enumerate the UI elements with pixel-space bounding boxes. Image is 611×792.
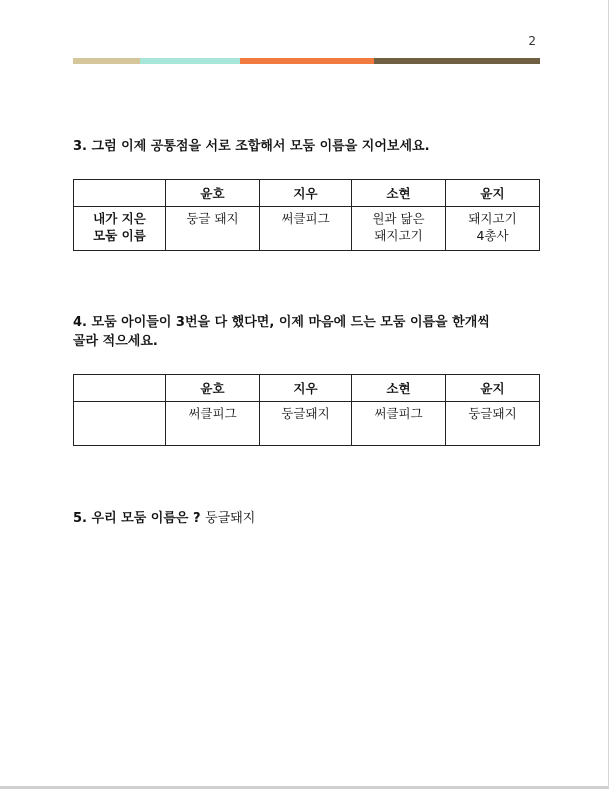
header-yunji: 윤지 (446, 180, 540, 207)
table-row (74, 207, 540, 251)
cell-yunho (166, 207, 260, 251)
cell-jiwoo (260, 207, 352, 251)
header-empty (74, 180, 166, 207)
header-empty (74, 375, 166, 402)
header-sohyun: 소현 (352, 180, 446, 207)
cell-sohyun (352, 207, 446, 251)
row-label-line-1: 내가 지은 (93, 211, 146, 226)
cell-text-line-1: 원과 닮은 (372, 211, 425, 226)
question-4 (73, 313, 543, 351)
table-header-row (74, 375, 540, 402)
cell-text-line-1: 돼지고기 (468, 211, 517, 226)
color-bar-segment-3 (240, 58, 374, 64)
color-bar-segment-4 (374, 58, 540, 64)
question-4-table (73, 374, 540, 446)
page-number: 2 (528, 34, 536, 48)
header-jiwoo: 지우 (260, 375, 352, 402)
cell-text: 둥글 돼지 (186, 211, 239, 226)
cell-text-line-2: 4총사 (476, 228, 509, 243)
question-5-text: 5. 우리 모둠 이름은 ? (73, 511, 201, 526)
row-label-line-2: 모둠 이름 (93, 228, 146, 243)
question-5-answer: 둥글돼지 (205, 511, 256, 526)
question-4-line-2: 골라 적으세요. (73, 334, 158, 349)
table-header-row (74, 180, 540, 207)
header-yunji: 윤지 (446, 375, 540, 402)
header-yunho: 윤호 (166, 180, 260, 207)
cell-jiwoo: 둥글돼지 (260, 402, 352, 446)
header-yunho: 윤호 (166, 375, 260, 402)
decorative-color-bar (73, 58, 540, 64)
cell-empty (74, 402, 166, 446)
color-bar-segment-1 (73, 58, 140, 64)
question-3: 3. 그럼 이제 공통점을 서로 조합해서 모둠 이름을 지어보세요. (73, 139, 430, 154)
cell-text: 써클피그 (281, 211, 330, 226)
table-row (74, 402, 540, 446)
question-3-table (73, 179, 540, 251)
cell-yunji: 둥글돼지 (446, 402, 540, 446)
cell-yunji (446, 207, 540, 251)
question-5 (73, 509, 543, 528)
cell-text-line-2: 돼지고기 (374, 228, 423, 243)
cell-sohyun: 써클피그 (352, 402, 446, 446)
question-4-line-1: 4. 모둠 아이들이 3번을 다 했다면, 이제 마음에 드는 모둠 이름을 한개씩 (73, 315, 490, 330)
header-jiwoo: 지우 (260, 180, 352, 207)
row-label (74, 207, 166, 251)
cell-yunho: 써클피그 (166, 402, 260, 446)
color-bar-segment-2 (140, 58, 240, 64)
header-sohyun: 소현 (352, 375, 446, 402)
